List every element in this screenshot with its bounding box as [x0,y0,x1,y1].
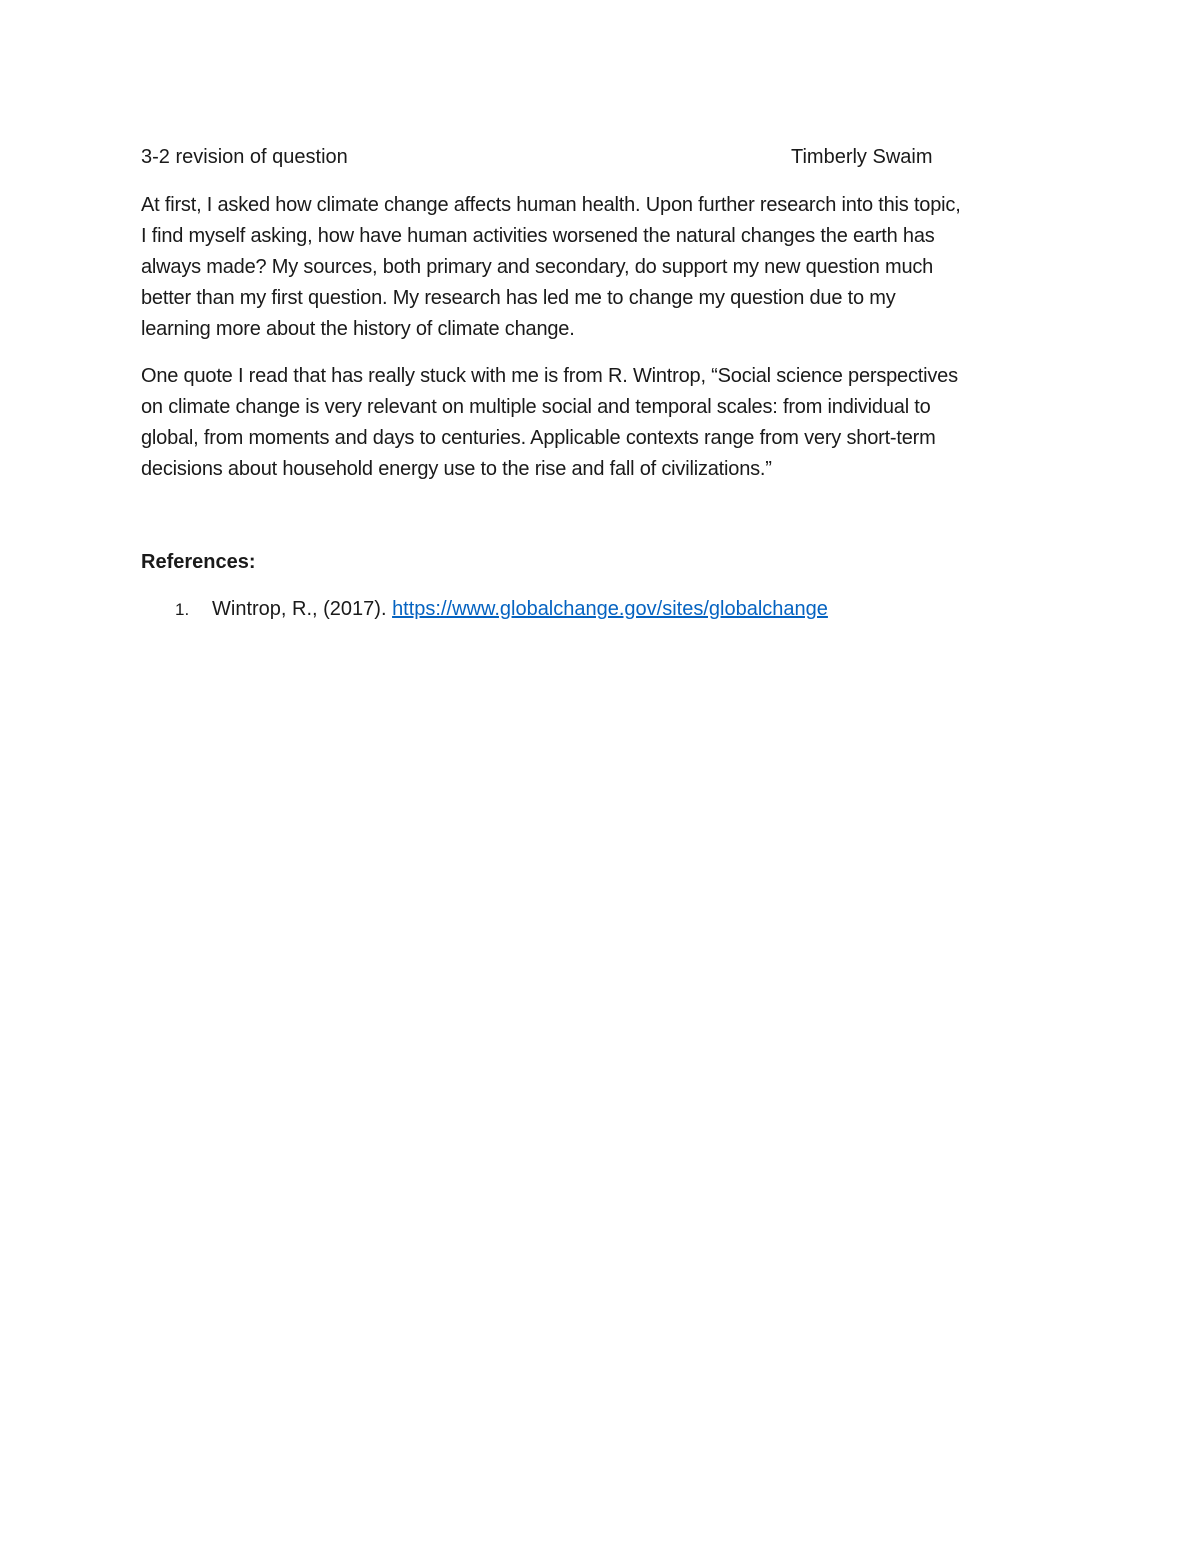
document-header [141,143,1056,174]
document-content [141,143,1056,620]
author-name: Timberly Swaim [791,146,933,168]
paragraph-line: One quote I read that has really stuck with me is from R. Wintrop, “Social science perspectives [141,365,958,387]
reference-link[interactable]: https://www.globalchange.gov/sites/globalchange [392,598,828,620]
paragraph-line: better than my first question. My research has led me to change my question due to my [141,287,896,309]
paragraph-quote [141,361,1056,485]
paragraph-revision [141,190,1056,345]
paragraph-line: on climate change is very relevant on multiple social and temporal scales: from individual to [141,396,931,418]
reference-number: 1. [175,600,190,619]
reference-body [212,594,828,625]
paragraph-line: always made? My sources, both primary and secondary, do support my new question much [141,256,934,278]
references-heading: References: [141,551,256,573]
paragraph-line: global, from moments and days to centuries. Applicable contexts range from very short-term [141,427,936,449]
paragraph-line: At first, I asked how climate change affects human health. Upon further research into this topic, [141,194,961,216]
paragraph-line: I find myself asking, how have human activities worsened the natural changes the earth has [141,225,935,247]
paragraph-line: decisions about household energy use to the rise and fall of civilizations.” [141,458,772,480]
reference-citation: Wintrop, R., (2017). [212,598,393,620]
paragraph-line: learning more about the history of climate change. [141,318,575,340]
document-title: 3-2 revision of question [141,146,348,168]
